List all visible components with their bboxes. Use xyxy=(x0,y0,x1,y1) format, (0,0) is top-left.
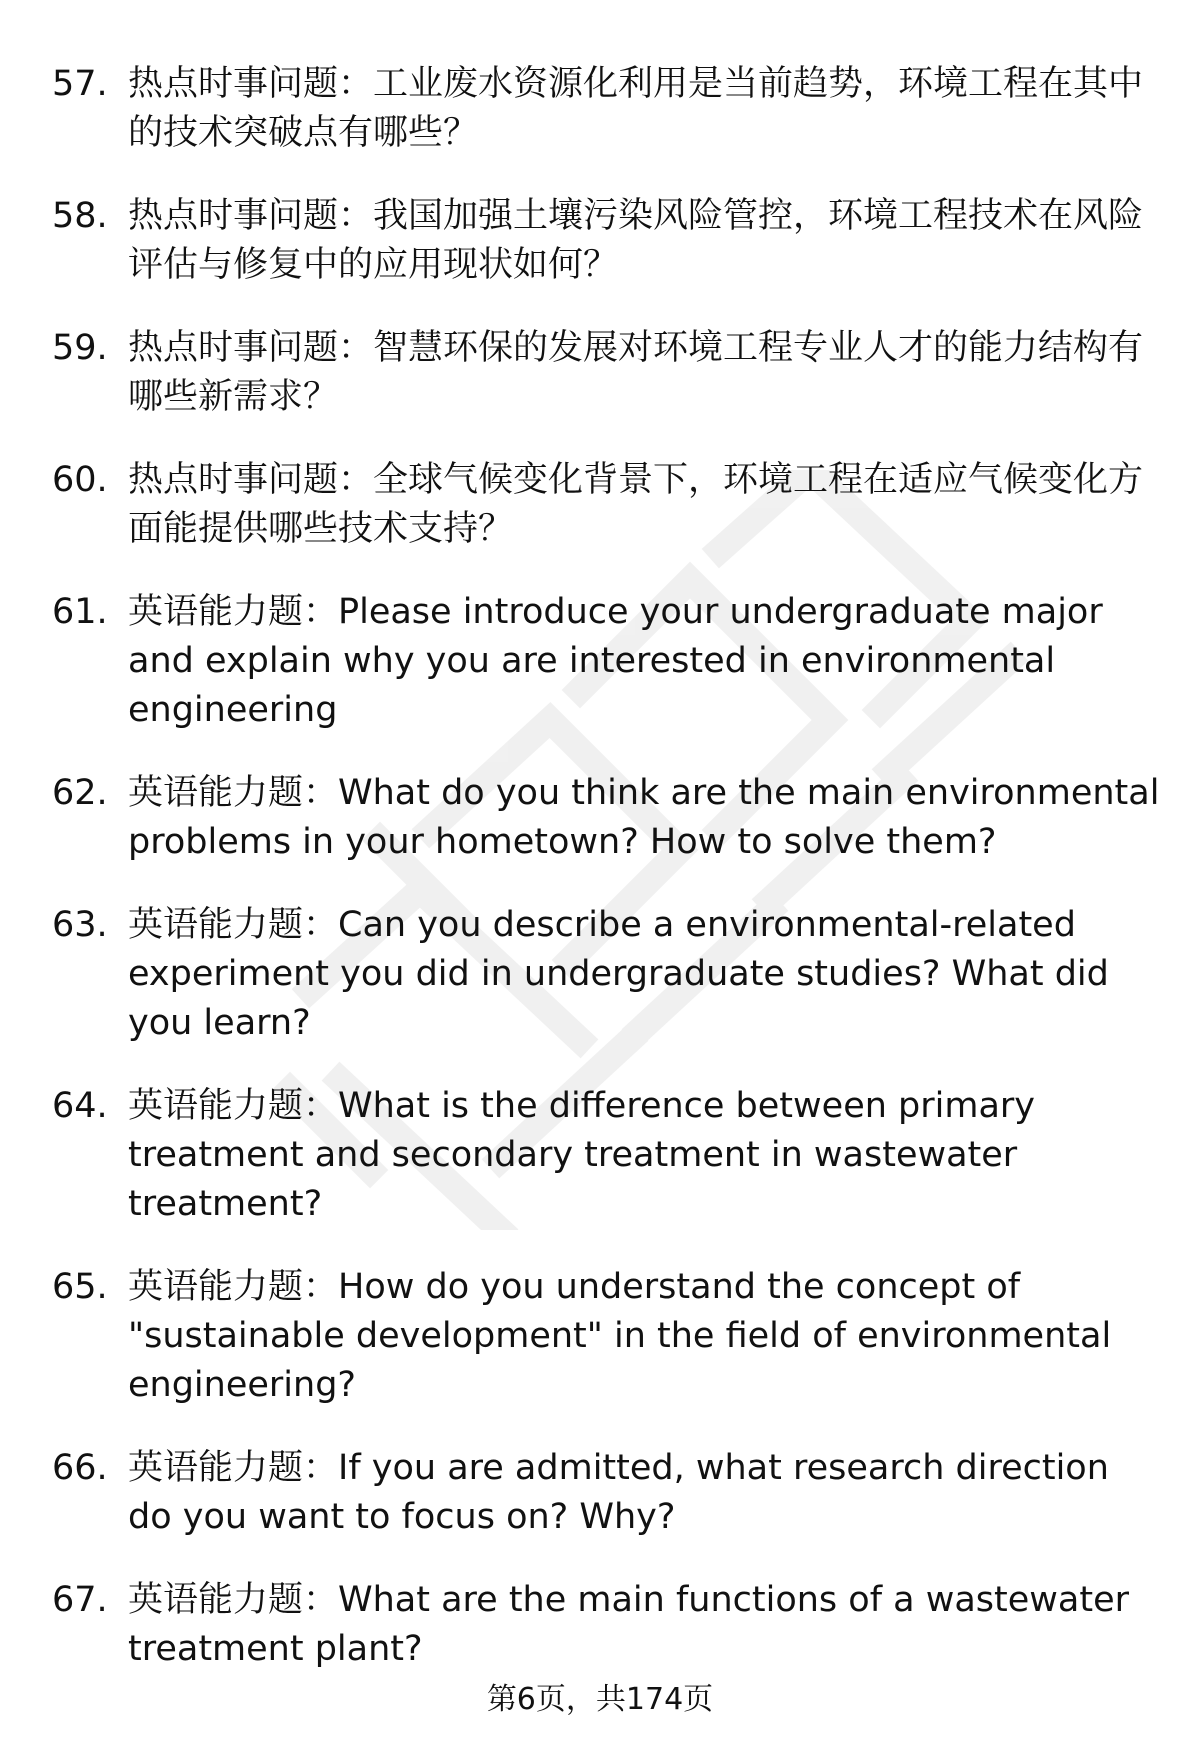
question-item xyxy=(52,1444,1162,1542)
question-item xyxy=(52,1082,1162,1229)
question-item xyxy=(52,324,1162,422)
question-text: 热点时事问题：工业废水资源化利用是当前趋势，环境工程在其中的技术突破点有哪些？ xyxy=(128,64,1144,153)
question-text: 英语能力题：If you are admitted, what research direction do you want to focus on? Why? xyxy=(128,1448,1109,1537)
question-item xyxy=(52,192,1162,290)
question-item xyxy=(52,456,1162,554)
question-number: 58. xyxy=(52,196,108,236)
question-number: 65. xyxy=(52,1267,108,1307)
question-number: 66. xyxy=(52,1448,108,1488)
question-item xyxy=(52,901,1162,1048)
question-text: 英语能力题：Can you describe a environmental-related experiment you did in undergraduate studies? What did you learn? xyxy=(128,905,1109,1043)
question-text: 热点时事问题：智慧环保的发展对环境工程专业人才的能力结构有哪些新需求？ xyxy=(128,328,1144,417)
question-text: 英语能力题：Please introduce your undergraduate major and explain why you are interested in environmental engineering xyxy=(128,592,1103,730)
question-text: 英语能力题：What is the difference between primary treatment and secondary treatment in wastewater treatment? xyxy=(128,1086,1036,1224)
question-number: 59. xyxy=(52,328,108,368)
question-text: 热点时事问题：全球气候变化背景下，环境工程在适应气候变化方面能提供哪些技术支持？ xyxy=(128,460,1144,549)
question-number: 67. xyxy=(52,1580,108,1620)
question-number: 64. xyxy=(52,1086,108,1126)
question-text: 英语能力题：How do you understand the concept of "sustainable development" in the field of environmental engineering? xyxy=(128,1267,1112,1405)
page-footer: 第6页，共174页 xyxy=(486,1682,714,1717)
question-number: 57. xyxy=(52,64,108,104)
question-item xyxy=(52,1263,1162,1410)
question-number: 61. xyxy=(52,592,108,632)
question-text: 英语能力题：What do you think are the main environmental problems in your hometown? How to solve them? xyxy=(128,773,1160,862)
question-item xyxy=(52,769,1162,867)
question-text: 热点时事问题：我国加强土壤污染风险管控，环境工程技术在风险评估与修复中的应用现状如何？ xyxy=(128,196,1144,285)
question-item xyxy=(52,1576,1162,1674)
question-number: 62. xyxy=(52,773,108,813)
question-item xyxy=(52,60,1162,158)
question-text: 英语能力题：What are the main functions of a wastewater treatment plant? xyxy=(128,1580,1130,1669)
question-item xyxy=(52,588,1162,735)
question-number: 60. xyxy=(52,460,108,500)
question-number: 63. xyxy=(52,905,108,945)
question-list xyxy=(52,60,1162,1674)
